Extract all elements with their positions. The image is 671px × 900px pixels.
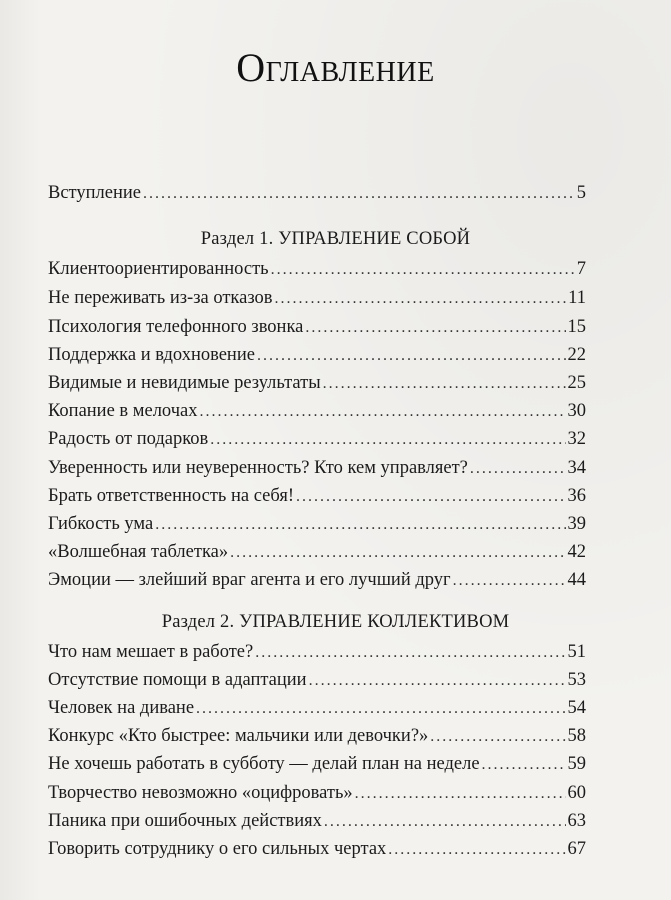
toc-entry-label: Брать ответственность на себя! <box>48 486 295 506</box>
toc-entry-label: Уверенность или неуверенность? Кто кем управляет? <box>48 458 468 478</box>
toc-entry[interactable] <box>48 455 586 481</box>
toc-entry-page: 42 <box>567 542 586 562</box>
toc-entry[interactable] <box>48 567 586 593</box>
toc-entry-label: Поддержка и вдохновение <box>48 345 255 365</box>
toc-entry[interactable] <box>48 780 586 806</box>
toc-entry[interactable] <box>48 398 586 424</box>
toc-entry-page: 44 <box>567 570 586 590</box>
toc-entry-label: Паника при ошибочных действиях <box>48 811 322 831</box>
toc-entry[interactable] <box>48 751 586 777</box>
toc-entry[interactable] <box>48 511 586 537</box>
toc-leader-dots <box>296 484 565 510</box>
toc-entry-label: Говорить сотруднику о его сильных чертах <box>48 839 387 859</box>
toc-entry-label: «Волшебная таблетка» <box>48 542 229 562</box>
toc-entry-label: Эмоции — злейший враг агента и его лучший друг <box>48 570 451 590</box>
toc-leader-dots <box>271 257 575 283</box>
toc-entry[interactable] <box>48 808 586 834</box>
page-title: Оглавление <box>236 45 435 90</box>
toc-leader-dots <box>324 809 566 835</box>
toc-entry-page: 7 <box>576 259 586 279</box>
toc-entry-page: 22 <box>567 345 586 365</box>
toc-entry[interactable] <box>48 723 586 749</box>
toc-entry-label: Гибкость ума <box>48 514 154 534</box>
toc-entry-label: Человек на диване <box>48 698 195 718</box>
toc-leader-dots <box>199 399 565 425</box>
toc-leader-dots <box>275 286 567 312</box>
toc-entry-page: 60 <box>567 783 586 803</box>
toc-leader-dots <box>388 837 565 863</box>
toc-entry-page: 39 <box>567 514 586 534</box>
toc-entry[interactable] <box>48 370 586 396</box>
toc-entry-page: 5 <box>576 183 586 203</box>
toc-entry-label: Что нам мешает в работе? <box>48 642 254 662</box>
toc-entry-page: 58 <box>567 726 586 746</box>
toc-entry[interactable] <box>48 285 586 311</box>
toc-entry-page: 63 <box>567 811 586 831</box>
toc-entry-label: Отсутствие помощи в адаптации <box>48 670 307 690</box>
section-1-heading: Раздел 1. УПРАВЛЕНИЕ СОБОЙ <box>200 229 471 249</box>
toc-leader-dots <box>230 540 565 566</box>
toc-entry-label: Психология телефонного звонка <box>48 317 304 337</box>
toc-entry-page: 67 <box>567 839 586 859</box>
toc-leader-dots <box>155 512 565 538</box>
toc-entry-page: 53 <box>567 670 586 690</box>
toc-leader-dots <box>453 568 566 594</box>
toc-entry-page: 15 <box>567 317 586 337</box>
toc-entry-label: Конкурс «Кто быстрее: мальчики или девочки?» <box>48 726 429 746</box>
toc-entry[interactable] <box>48 539 586 565</box>
toc-entry-label: Радость от подарков <box>48 429 209 449</box>
toc-entry[interactable] <box>48 256 586 282</box>
toc-entry[interactable] <box>48 314 586 340</box>
toc-leader-dots <box>323 371 566 397</box>
toc-leader-dots <box>255 640 565 666</box>
toc-leader-dots <box>470 456 566 482</box>
toc-entry[interactable] <box>48 426 586 452</box>
toc-entry-page: 34 <box>567 458 586 478</box>
toc-entry-page: 25 <box>567 373 586 393</box>
toc-entry-label: Творчество невозможно «оцифровать» <box>48 783 353 803</box>
toc-entry[interactable] <box>48 667 586 693</box>
toc-entry-page: 11 <box>568 288 586 308</box>
toc-entry-page: 30 <box>567 401 586 421</box>
toc-entry[interactable] <box>48 836 586 862</box>
toc-entry[interactable] <box>48 342 586 368</box>
section-2-heading: Раздел 2. УПРАВЛЕНИЕ КОЛЛЕКТИВОМ <box>161 612 510 632</box>
toc-entry-page: 32 <box>567 429 586 449</box>
toc-leader-dots <box>196 696 565 722</box>
toc-entry-label: Вступление <box>48 183 141 203</box>
toc-entry[interactable] <box>48 695 586 721</box>
toc-entry-page: 51 <box>567 642 586 662</box>
toc-entry-intro[interactable] <box>48 180 586 206</box>
toc-leader-dots <box>430 724 565 750</box>
toc-entry-label: Копание в мелочах <box>48 401 198 421</box>
toc-leader-dots <box>305 315 565 341</box>
toc-leader-dots <box>257 343 566 369</box>
toc-entry-label: Не переживать из-за отказов <box>48 288 273 308</box>
toc-leader-dots <box>143 181 575 207</box>
toc-entry-label: Клиентоориентированность <box>48 259 269 279</box>
toc-leader-dots <box>482 752 566 778</box>
toc-entry[interactable] <box>48 483 586 509</box>
toc-entry-page: 59 <box>567 754 586 774</box>
toc-leader-dots <box>355 781 566 807</box>
toc-leader-dots <box>210 427 565 453</box>
toc-entry-page: 54 <box>567 698 586 718</box>
toc-entry-label: Не хочешь работать в субботу — делай план на неделе <box>48 754 480 774</box>
toc-entry-label: Видимые и невидимые результаты <box>48 373 321 393</box>
toc-leader-dots <box>309 668 566 694</box>
toc-entry[interactable] <box>48 639 586 665</box>
toc-entry-page: 36 <box>567 486 586 506</box>
